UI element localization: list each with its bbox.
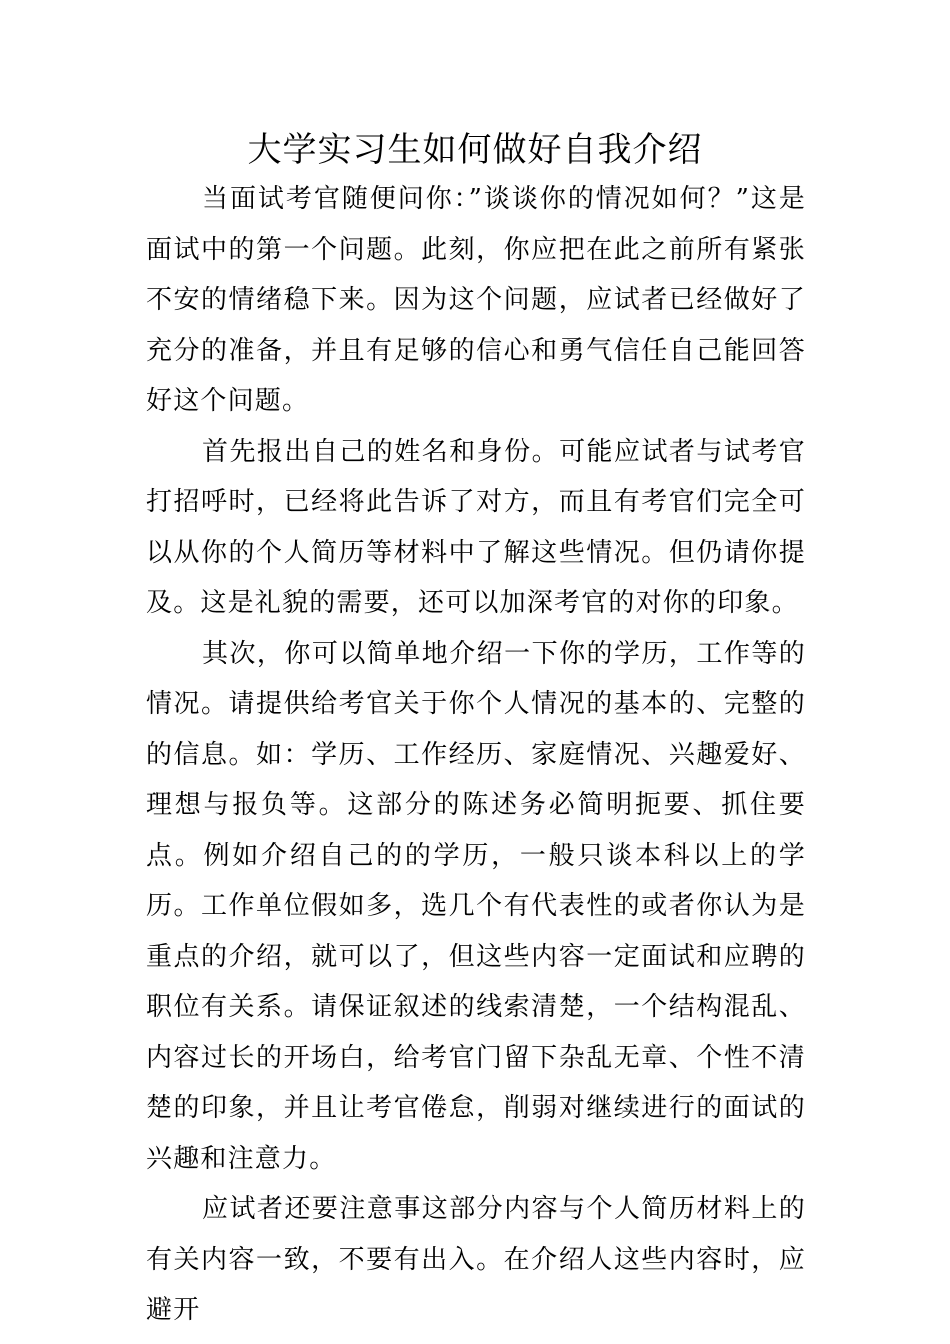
paragraph-intro: 当面试考官随便问你：”谈谈你的情况如何？”这是面试中的第一个问题。此刻，你应把在此之前所有紧张不安的情绪稳下来。因为这个问题，应试者已经做好了充分的准备，并且有足够的信心和勇气信任自己能回答好这个问题。: [146, 184, 806, 416]
document-title: 大学实习生如何做好自我介绍: [247, 130, 703, 170]
document-body: [146, 174, 806, 1336]
paragraph-consistency: 应试者还要注意事这部分内容与个人简历材料上的有关内容一致，不要有出入。在介绍人这些内容时，应避开: [146, 1194, 806, 1325]
paragraph-education-work: 其次，你可以简单地介绍一下你的学历，工作等的情况。请提供给考官关于你个人情况的基本的、完整的的信息。如：学历、工作经历、家庭情况、兴趣爱好、理想与报负等。这部分的陈述务必简明扼要、抓住要点。例如介绍自己的的学历，一般只谈本科以上的学历。工作单位假如多，选几个有代表性的或者你认为是重点的介绍，就可以了，但这些内容一定面试和应聘的职位有关系。请保证叙述的线索清楚，一个结构混乱、内容过长的开场白，给考官门留下杂乱无章、个性不清楚的印象，并且让考官倦怠，削弱对继续进行的面试的兴趣和注意力。: [146, 638, 806, 1174]
paragraph-name-identity: 首先报出自己的姓名和身份。可能应试者与试考官打招呼时，已经将此告诉了对方，而且有考官们完全可以从你的个人简历等材料中了解这些情况。但仍请你提及。这是礼貌的需要，还可以加深考官的对你的印象。: [146, 436, 806, 618]
